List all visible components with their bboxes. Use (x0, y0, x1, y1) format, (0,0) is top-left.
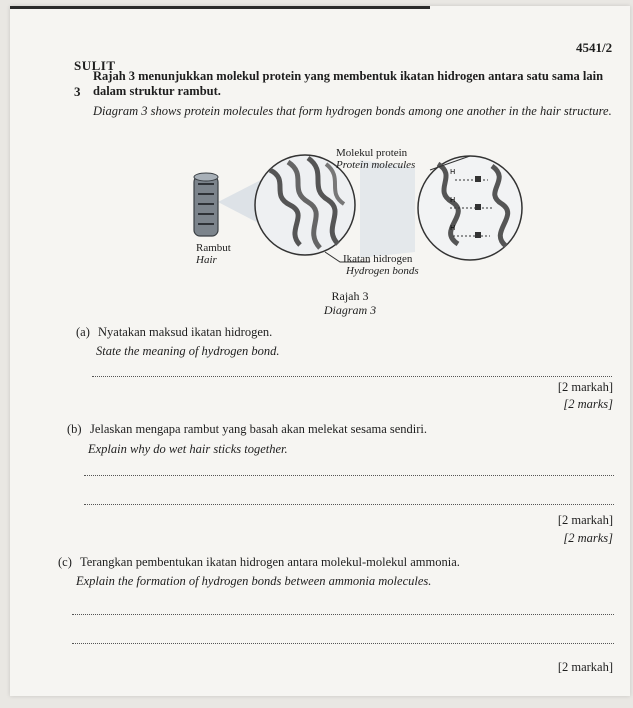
part-b-question-malay: Jelaskan mengapa rambut yang basah akan melekat sesama sendiri. (90, 422, 428, 436)
part-b-question-english: Explain why do wet hair sticks together. (88, 442, 288, 456)
classification-label: SULIT (74, 58, 116, 73)
part-a-label: (a) (76, 325, 90, 339)
hydrogen-bond-circle (418, 156, 522, 260)
part-c-question-malay: Terangkan pembentukan ikatan hidrogen antara molekul-molekul ammonia. (80, 555, 460, 569)
part-c-marks-malay: [2 markah] (557, 660, 613, 674)
hair-label-malay: Rambut (196, 242, 231, 254)
hair-strand-icon (194, 173, 218, 236)
part-a-marks-english: [2 marks] (563, 397, 613, 411)
diagram-caption-english: Diagram 3 (323, 303, 377, 317)
part-a-question-malay: Nyatakan maksud ikatan hidrogen. (98, 325, 273, 339)
hair-label-english: Hair (196, 254, 217, 266)
hbond-label-malay: Ikatan hidrogen (343, 253, 413, 265)
answer-line-b1[interactable] (84, 475, 614, 476)
part-a-question-english: State the meaning of hydrogen bond. (96, 344, 280, 358)
answer-line-a1[interactable] (92, 376, 612, 377)
part-a-marks-malay: [2 markah] (557, 380, 613, 394)
hbond-label-english: Hydrogen bonds (346, 265, 419, 277)
paper-code: 4541/2 (576, 40, 613, 55)
question-intro-english: Diagram 3 shows protein molecules that form hydrogen bonds among one another in the hair structure. (93, 104, 612, 118)
page-edge (10, 6, 430, 9)
protein-label-malay: Molekul protein (336, 147, 408, 159)
h-atom-label: H (450, 196, 456, 204)
answer-line-c2[interactable] (72, 643, 614, 644)
protein-label-english: Protein molecules (336, 159, 416, 171)
diagram-caption-malay: Rajah 3 (331, 289, 369, 303)
part-c-label: (c) (58, 555, 72, 569)
zoom-cone-2 (360, 160, 415, 258)
part-c-question-english: Explain the formation of hydrogen bonds between ammonia molecules. (76, 574, 432, 588)
part-b-marks-malay: [2 markah] (557, 513, 613, 527)
h-atom-label: H (450, 168, 456, 176)
h-atom-label: H (450, 224, 456, 232)
question-intro-malay: Rajah 3 menunjukkan molekul protein yang membentuk ikatan hidrogen antara satu sama lain dalam struktur rambut. (93, 69, 604, 98)
question-number: 3 (74, 84, 81, 99)
part-b-marks-english: [2 marks] (563, 531, 613, 545)
part-b-label: (b) (67, 422, 82, 436)
answer-line-c1[interactable] (72, 614, 614, 615)
answer-line-b2[interactable] (84, 504, 614, 505)
